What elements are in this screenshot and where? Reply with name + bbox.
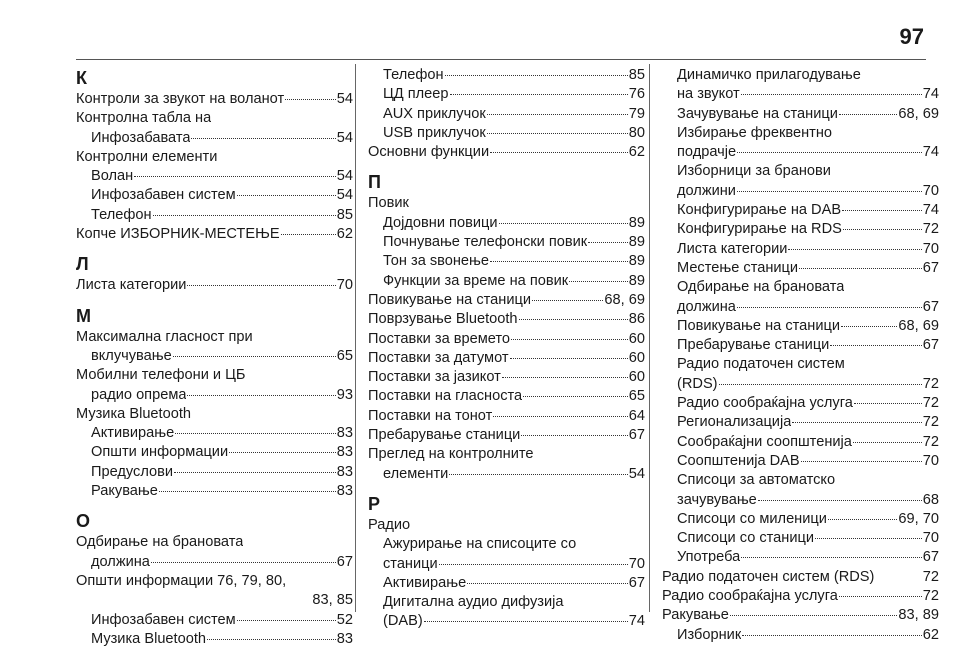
index-entry-term: елементи [383,465,449,482]
dot-leader [173,355,336,357]
index-entry-page: 67 [336,553,353,570]
index-entry [368,252,645,271]
index-entry [76,630,353,649]
index-entry-term: Пребарување станици [368,427,521,444]
index-entry-page: 67 [922,259,939,276]
index-entry-term: Зачувување на станици [677,105,838,122]
dot-leader [839,113,898,115]
index-entry-page: 62 [628,144,645,161]
index-entry [368,426,645,445]
index-entry-term: Изборници за бранови [677,163,831,180]
index-entry-term: Регионализација [677,414,792,431]
index-entry [368,85,645,104]
index-entry-page: 68 [922,491,939,508]
index-entry-term: Активирање [383,574,467,591]
index-entry [662,85,939,104]
index-entry-term: Поставки на гласноста [368,388,523,405]
dot-leader [521,434,627,436]
index-entry [662,626,939,645]
index-entry-page: 54 [336,91,353,107]
index-entry [368,465,645,484]
index-entry [662,162,939,181]
index-entry-page: 60 [628,369,645,386]
index-entry-term: Радио [368,516,411,533]
index-entry [662,587,939,606]
index-entry-term: Мобилни телефони и ЦБ [76,367,246,384]
index-entry-term: Пребарување станици [677,337,830,354]
index-entry [76,443,353,462]
index-entry-term: ЦД плеер [383,86,449,103]
index-entry-page: 83, 89 [898,607,939,624]
dot-leader [588,241,628,243]
column-divider [649,64,650,612]
index-entry-term: Ракување [662,607,729,624]
index-entry-term: Местење станици [677,259,799,276]
index-entry-term: Основни функции [368,144,490,161]
index-entry-page: 86 [628,311,645,328]
dot-leader [187,284,335,286]
index-entry-page: 72 [922,395,939,412]
index-entry [368,612,645,631]
index-entry [368,574,645,593]
index-entry-page: 68, 69 [898,105,939,122]
index-entry [662,182,939,201]
dot-leader [758,499,922,501]
dot-leader [741,556,922,558]
index-entry-page: 85 [628,67,645,83]
index-entry-term: Музика Bluetooth [76,405,192,422]
dot-leader [153,214,336,216]
index-entry [76,482,353,501]
index-entry-term: Контролни елементи [76,148,218,165]
dot-leader [788,248,921,250]
index-entry [368,516,645,535]
index-entry-term: Дигитална аудио дифузија [383,594,564,611]
index-entry-term: Функции за време на повик [383,272,569,289]
index-entry-page: 76 [628,86,645,103]
dot-leader [801,460,922,462]
index-entry-page: 89 [628,253,645,270]
dot-leader [493,415,627,417]
index-entry-page: 93 [336,386,353,403]
column-divider [355,64,356,612]
index-entry [76,591,353,610]
index-entry-page: 83 [336,425,353,442]
dot-leader [285,98,336,100]
index-entry [662,105,939,124]
page-number: 97 [899,24,924,49]
index-entry [76,386,353,405]
index-entry [76,366,353,385]
index-entry-term: Списоци со станици [677,530,815,547]
index-entry-term: Волан [91,168,134,185]
index-entry-term: должини [677,182,736,199]
index-entry-term: Динамичко прилагодување [677,67,861,83]
index-entry [368,407,645,426]
index-column-1 [76,66,353,649]
index-entry-page: 83 [336,463,353,480]
index-entry [76,129,353,148]
index-entry [662,529,939,548]
dot-leader [439,563,628,565]
index-entry-term: Листа категории [677,240,788,257]
index-entry [662,510,939,529]
index-entry [662,471,939,490]
index-entry-page: 72 [922,375,939,392]
index-entry [76,276,353,295]
index-entry-page: 62 [336,226,353,243]
index-entry [368,143,645,162]
index-entry-term: Поставки за датумот [368,349,509,366]
index-entry [368,291,645,310]
index-entry-term: Повикување на станици [677,317,840,334]
dot-leader [510,357,628,359]
index-entry [76,572,353,591]
dot-leader [730,614,898,616]
dot-leader [839,595,922,597]
index-entry-term: Општи информации [91,444,229,461]
index-entry-term: Сообраќајни соопштенија [677,433,852,450]
dot-leader [449,473,627,475]
index-entry-term: Конфигурирање на DAB [677,202,842,219]
index-entry [76,90,353,109]
index-entry-term: станици [383,555,438,572]
index-entry-page: 70 [922,240,939,257]
dot-leader [207,638,336,640]
index-entry-page: 74 [922,144,939,161]
index-letter-heading: М [76,305,91,326]
index-entry-term: зачувување [677,491,757,508]
dot-leader [511,338,628,340]
dot-leader [174,471,336,473]
index-entry-page: 54 [336,187,353,204]
dot-leader [445,74,628,76]
index-entry [662,124,939,143]
index-entry-page: 67 [628,574,645,591]
index-entry-page: 72 [922,568,939,585]
index-entry [368,214,645,233]
index-entry-term: Радио податочен систем (RDS) [662,568,875,585]
dot-leader [841,325,897,327]
index-column-2 [368,66,645,632]
dot-leader [742,634,922,636]
dot-leader [843,228,922,230]
index-entry [662,413,939,432]
index-entry [76,405,353,424]
dot-leader [815,537,922,539]
index-entry-term: (RDS) [677,375,718,392]
dot-leader [519,318,628,320]
index-entry-page: 80 [628,124,645,141]
index-entry-page: 83 [336,483,353,500]
index-entry-page: 74 [628,613,645,630]
index-entry-term: Општи информации 76, 79, 80, [76,572,287,589]
dot-leader [719,383,922,385]
index-entry [76,225,353,244]
index-entry-term: Радио сообраќајна услуга [677,395,853,412]
index-entry [76,206,353,225]
index-entry-page: 68, 69 [898,317,939,334]
index-column-3 [662,66,939,645]
header-rule [76,59,926,60]
index-entry-term: USB приклучок [383,124,486,141]
index-entry-term: Инфозабавен систем [91,611,236,628]
index-entry [76,553,353,572]
index-entry-page: 89 [628,234,645,251]
index-entry [662,433,939,452]
index-entry-term: подрачје [677,144,737,161]
index-entry-term: на звукот [677,86,740,103]
dot-leader [134,175,336,177]
index-entry-term: Списоци за автоматско [677,472,836,489]
index-entry-term: Предуслови [91,463,174,480]
index-entry-page: 70 [628,555,645,572]
dot-leader [737,151,922,153]
index-entry-page: 65 [336,347,353,364]
dot-leader [741,93,922,95]
index-entry [662,278,939,297]
dot-leader [187,394,335,396]
index-entry-page: 70 [922,530,939,547]
index-entry [368,349,645,368]
index-entry [368,194,645,213]
index-entry [662,491,939,510]
index-entry [662,220,939,239]
index-entry [76,611,353,630]
index-entry-page: 60 [628,349,645,366]
index-entry-term: Контроли за звукот на воланот [76,91,285,107]
dot-leader [502,376,628,378]
dot-leader [499,222,628,224]
dot-leader [159,490,336,492]
index-entry [662,66,939,85]
index-entry-term: Телефон [383,67,444,83]
index-entry-term: Поставки за јазикот [368,369,501,386]
index-entry [76,347,353,366]
dot-leader [737,190,922,192]
index-entry-term: Одбирање на брановата [76,534,244,551]
dot-leader [854,402,922,404]
index-entry [76,463,353,482]
index-entry [76,186,353,205]
index-entry [662,452,939,471]
index-entry-term: Избирање фреквентно [677,124,833,141]
index-entry-term: Повик [368,195,409,212]
dot-leader [490,151,628,153]
index-entry-term: Одбирање на брановата [677,279,845,296]
index-entry-term: AUX приклучок [383,105,486,122]
dot-leader [799,267,922,269]
index-entry-term: Ракување [91,483,158,500]
index-entry-page: 72 [922,221,939,238]
index-entry [76,533,353,552]
index-entry [76,148,353,167]
index-entry-term: Контролна табла на [76,110,212,127]
index-entry [662,143,939,162]
index-entry [662,355,939,374]
index-entry-term: Инфозабавен систем [91,187,236,204]
index-entry-page: 52 [336,611,353,628]
index-entry-term: Поставки на тонот [368,407,493,424]
index-entry-term: (DAB) [383,613,423,630]
index-entry-page: 79 [628,105,645,122]
dot-leader [737,306,922,308]
dot-leader [450,93,628,95]
index-entry [368,330,645,349]
index-entry [368,593,645,612]
index-entry [662,201,939,220]
index-entry-page: 74 [922,86,939,103]
index-entry-term: Радио податочен систем [677,356,845,373]
index-entry-term: Изборник [677,626,742,643]
index-entry-term: Активирање [91,425,175,442]
index-entry [662,606,939,625]
index-entry [368,535,645,554]
index-entry-term: радио опрема [91,386,187,403]
index-entry-page: 54 [336,129,353,146]
index-entry-page: 89 [628,214,645,231]
index-entry-page: 74 [922,202,939,219]
dot-leader [569,280,628,282]
dot-leader [281,233,336,235]
index-entry-page: 62 [922,626,939,643]
index-entry-term: Преглед на контролните [368,446,534,463]
index-entry-term: Списоци со миленици [677,510,827,527]
index-entry-page: 67 [628,427,645,444]
dot-leader [229,451,336,453]
index-entry-page: 89 [628,272,645,289]
index-entry-term: Телефон [91,206,152,223]
index-entry [662,375,939,394]
index-entry-term: Ажурирање на списоците со [383,536,577,553]
index-entry-page: 72 [922,433,939,450]
index-entry-term: 83, 85 [312,592,353,609]
dot-leader [237,619,336,621]
index-entry [368,555,645,574]
index-entry-page: 65 [628,388,645,405]
index-entry-page: 67 [922,549,939,566]
index-entry [662,240,939,259]
index-letter-heading: О [76,511,91,532]
index-entry-page: 54 [628,465,645,482]
index-entry [662,298,939,317]
index-entry-term: Тон за ѕвонење [383,253,490,270]
dot-leader [237,194,336,196]
index-entry [662,548,939,567]
index-entry [368,233,645,252]
index-entry-page: 72 [922,414,939,431]
index-entry [662,394,939,413]
index-entry-term: Соопштенија DAB [677,452,800,469]
index-entry-page: 68, 69 [604,291,645,308]
index-entry-page: 70 [336,277,353,294]
index-entry [662,568,939,587]
index-entry [368,368,645,387]
dot-leader [830,344,921,346]
dot-leader [175,432,336,434]
index-entry-page: 85 [336,206,353,223]
index-entry-page: 60 [628,330,645,347]
dot-leader [842,209,922,211]
index-entry-term: вклучување [91,347,172,364]
index-entry [368,66,645,85]
dot-leader [424,620,628,622]
index-entry-page: 83 [336,444,353,461]
index-entry-term: должина [677,298,736,315]
index-letter-heading: П [368,172,381,193]
dot-leader [523,395,628,397]
index-entry-page: 72 [922,588,939,605]
dot-leader [151,561,336,563]
dot-leader [191,137,335,139]
index-entry-term: Повикување на станици [368,291,531,308]
index-entry-term: Инфозабавата [91,129,191,146]
index-entry [76,167,353,186]
index-entry-term: Музика Bluetooth [91,630,207,647]
index-entry [368,124,645,143]
index-entry [76,424,353,443]
dot-leader [853,441,922,443]
index-entry-page: 70 [922,182,939,199]
index-letter-heading: К [76,68,87,88]
dot-leader [792,421,921,423]
index-entry-term: Почнување телефонски повик [383,234,588,251]
index-entry [76,109,353,128]
index-entry-page: 54 [336,168,353,185]
index-entry-term: Конфигурирање на RDS [677,221,842,238]
index-entry-term: Копче ИЗБОРНИК-МЕСТЕЊЕ [76,226,280,243]
index-entry-term: Максимална гласност при [76,328,253,345]
index-entry-term: должина [91,553,150,570]
index-entry-term: Листа категории [76,277,187,294]
index-entry [662,317,939,336]
index-entry-term: Дојдовни повици [383,214,498,231]
dot-leader [487,132,628,134]
index-entry-term: Поставки за времето [368,330,511,347]
dot-leader [828,518,898,520]
index-entry-term: Употреба [677,549,741,566]
dot-leader [487,113,628,115]
index-entry [76,328,353,347]
index-entry [662,336,939,355]
index-entry-page: 83 [336,630,353,647]
index-entry-page: 64 [628,407,645,424]
dot-leader [490,260,628,262]
index-entry [368,310,645,329]
index-entry [368,272,645,291]
dot-leader [532,299,603,301]
index-entry-term: Поврзување Bluetooth [368,311,518,328]
index-entry [368,387,645,406]
index-entry-page: 67 [922,298,939,315]
index-letter-heading: Л [76,254,89,275]
index-entry-term: Радио сообраќајна услуга [662,588,838,605]
dot-leader [467,582,628,584]
index-entry [368,445,645,464]
index-entry [368,105,645,124]
index-letter-heading: Р [368,493,381,514]
index-entry-page: 69, 70 [898,510,939,527]
index-entry-page: 70 [922,452,939,469]
index-entry [662,259,939,278]
index-entry-page: 67 [922,337,939,354]
